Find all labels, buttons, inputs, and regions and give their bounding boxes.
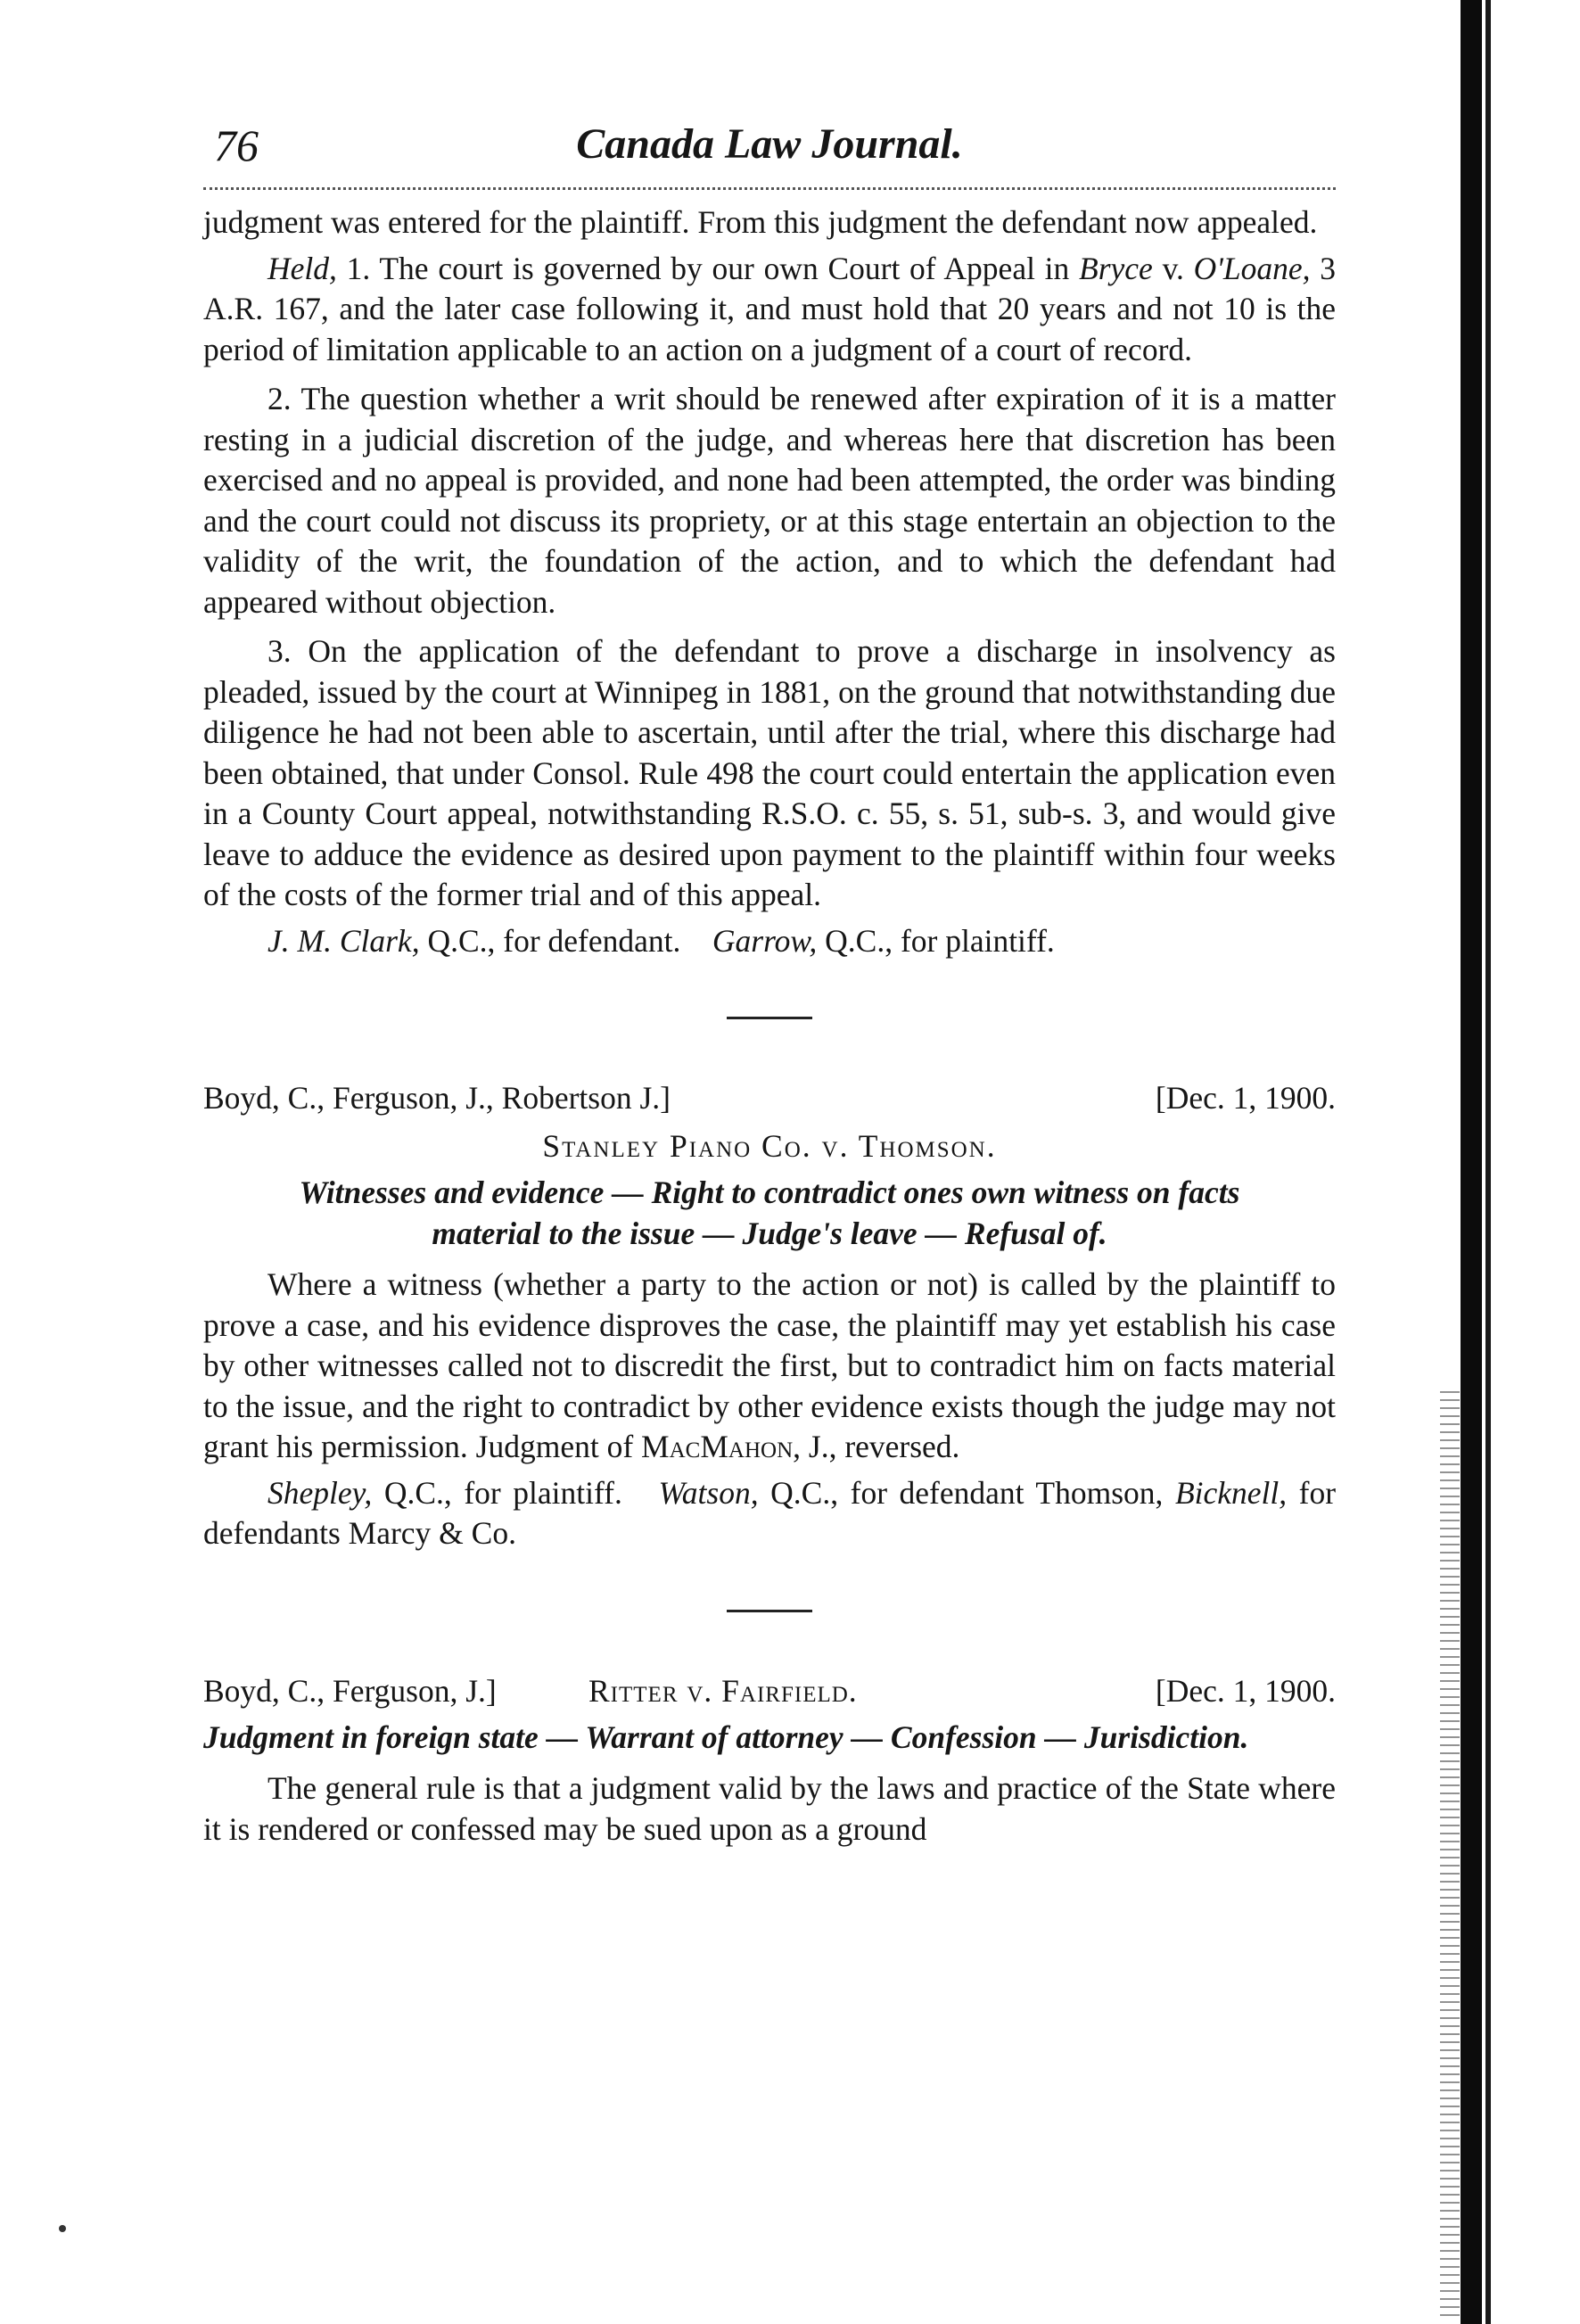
page-number: 76 <box>214 120 259 170</box>
case-citation-bryce: Bryce <box>1079 250 1153 286</box>
court-line <box>203 1078 1336 1125</box>
binding-shadow <box>1461 0 1482 2324</box>
case-ritter-fairfield <box>203 1671 1336 1850</box>
counsel-name: Bicknell, <box>1174 1474 1288 1511</box>
counsel-name: Shepley, <box>267 1474 373 1511</box>
decision-date: [Dec. 1, 1900. <box>1155 1080 1336 1116</box>
counsel-name: J. M. Clark, <box>267 922 420 959</box>
headnote: Judgment in foreign state — Warrant of attorney — Confession — Jurisdiction. <box>203 1718 1249 1755</box>
section-divider <box>727 1017 812 1019</box>
paragraph-judgment-entered: judgment was entered for the plaintiff. From this judgment the defendant now appealed. <box>203 204 1318 240</box>
section-divider <box>727 1610 812 1612</box>
case-continuation <box>203 202 1336 961</box>
header-rule <box>203 187 1336 190</box>
case-title: Ritter v. Fairfield. <box>588 1672 858 1709</box>
paragraph-general-rule: The general rule is that a judgment valid by the laws and practice of the State where it is rendered or confessed may be sued upon as a ground <box>203 1770 1336 1847</box>
case-citation-oloane: O'Loane, <box>1193 250 1311 286</box>
text-column <box>203 116 1336 1850</box>
case-stanley-piano <box>203 1078 1336 1554</box>
headnote: Witnesses and evidence — Right to contradict ones own witness on facts material to the issue — Judge's leave — Refusal of. <box>299 1174 1240 1251</box>
paragraph-held-1: Held, 1. The court is governed by our own Court of Appeal in Bryce v. O'Loane, 3 A.R. 167, and the later case following it, and must hold that 20 years and not 10 is the period of limitation applicable to an action on a judgment of a court of record. <box>203 250 1337 367</box>
running-title: Canada Law Journal. <box>576 120 963 168</box>
paragraph-ruling: Where a witness (whether a party to the action or not) is called by the plaintiff to prove a case, and his evidence disproves the case, the plaintiff may yet establish his case by other witnesses called not to discredit the first, but to contradict him on facts material to the issue, and the right to contradict by other evidence exists though the judge may not grant his permission. Judgment of MacMahon, J., reversed. <box>203 1266 1336 1464</box>
judge-name: MacMahon, <box>641 1429 801 1464</box>
scan-speck <box>59 2225 66 2232</box>
counsel-name: Watson, <box>658 1474 759 1511</box>
decision-date: [Dec. 1, 1900. <box>1155 1672 1336 1709</box>
page-header <box>203 116 1336 187</box>
binding-edge <box>1485 0 1491 2324</box>
bench: Boyd, C., Ferguson, J., Robertson J.] <box>203 1080 671 1116</box>
paragraph-point-3: 3. On the application of the defendant to prove a discharge in insolvency as pleaded, issued by the court at Winnipeg in 1881, on the ground that notwithstanding due diligence he had not been able to ascertain, until after the trial, where this discharge had been obtained, that under Consol. Rule 498 the court could entertain the application even in a County Court appeal, notwithstanding R.S.O. c. 55, s. 51, sub-s. 3, and would give leave to adduce the evidence as desired upon payment to the plaintiff within four weeks of the costs of the former trial and of this appeal. <box>203 633 1336 912</box>
counsel-line: Shepley, Q.C., for plaintiff. Watson, Q.C., for defendant Thomson, Bicknell, for defendants Marcy & Co. <box>203 1474 1337 1551</box>
counsel-name: Garrow, <box>712 922 818 959</box>
bench: Boyd, C., Ferguson, J.] <box>203 1672 497 1709</box>
counsel-line: J. M. Clark, Q.C., for defendant. Garrow, Q.C., for plaintiff. <box>267 922 1055 959</box>
held-label: Held, <box>267 250 337 286</box>
page-edge-speckle <box>1440 1391 1460 2319</box>
paragraph-point-2: 2. The question whether a writ should be renewed after expiration of it is a matter resting in a judicial discretion of the judge, and whereas here that discretion has been exercised and no appeal is provided, and none had been attempted, the order was binding and the court could not discuss its propriety, or at this stage entertain an objection to the validity of the writ, the foundation of the action, and to which the defendant had appeared without objection. <box>203 381 1336 620</box>
court-line <box>203 1671 1336 1718</box>
case-title: Stanley Piano Co. v. Thomson. <box>542 1128 997 1164</box>
